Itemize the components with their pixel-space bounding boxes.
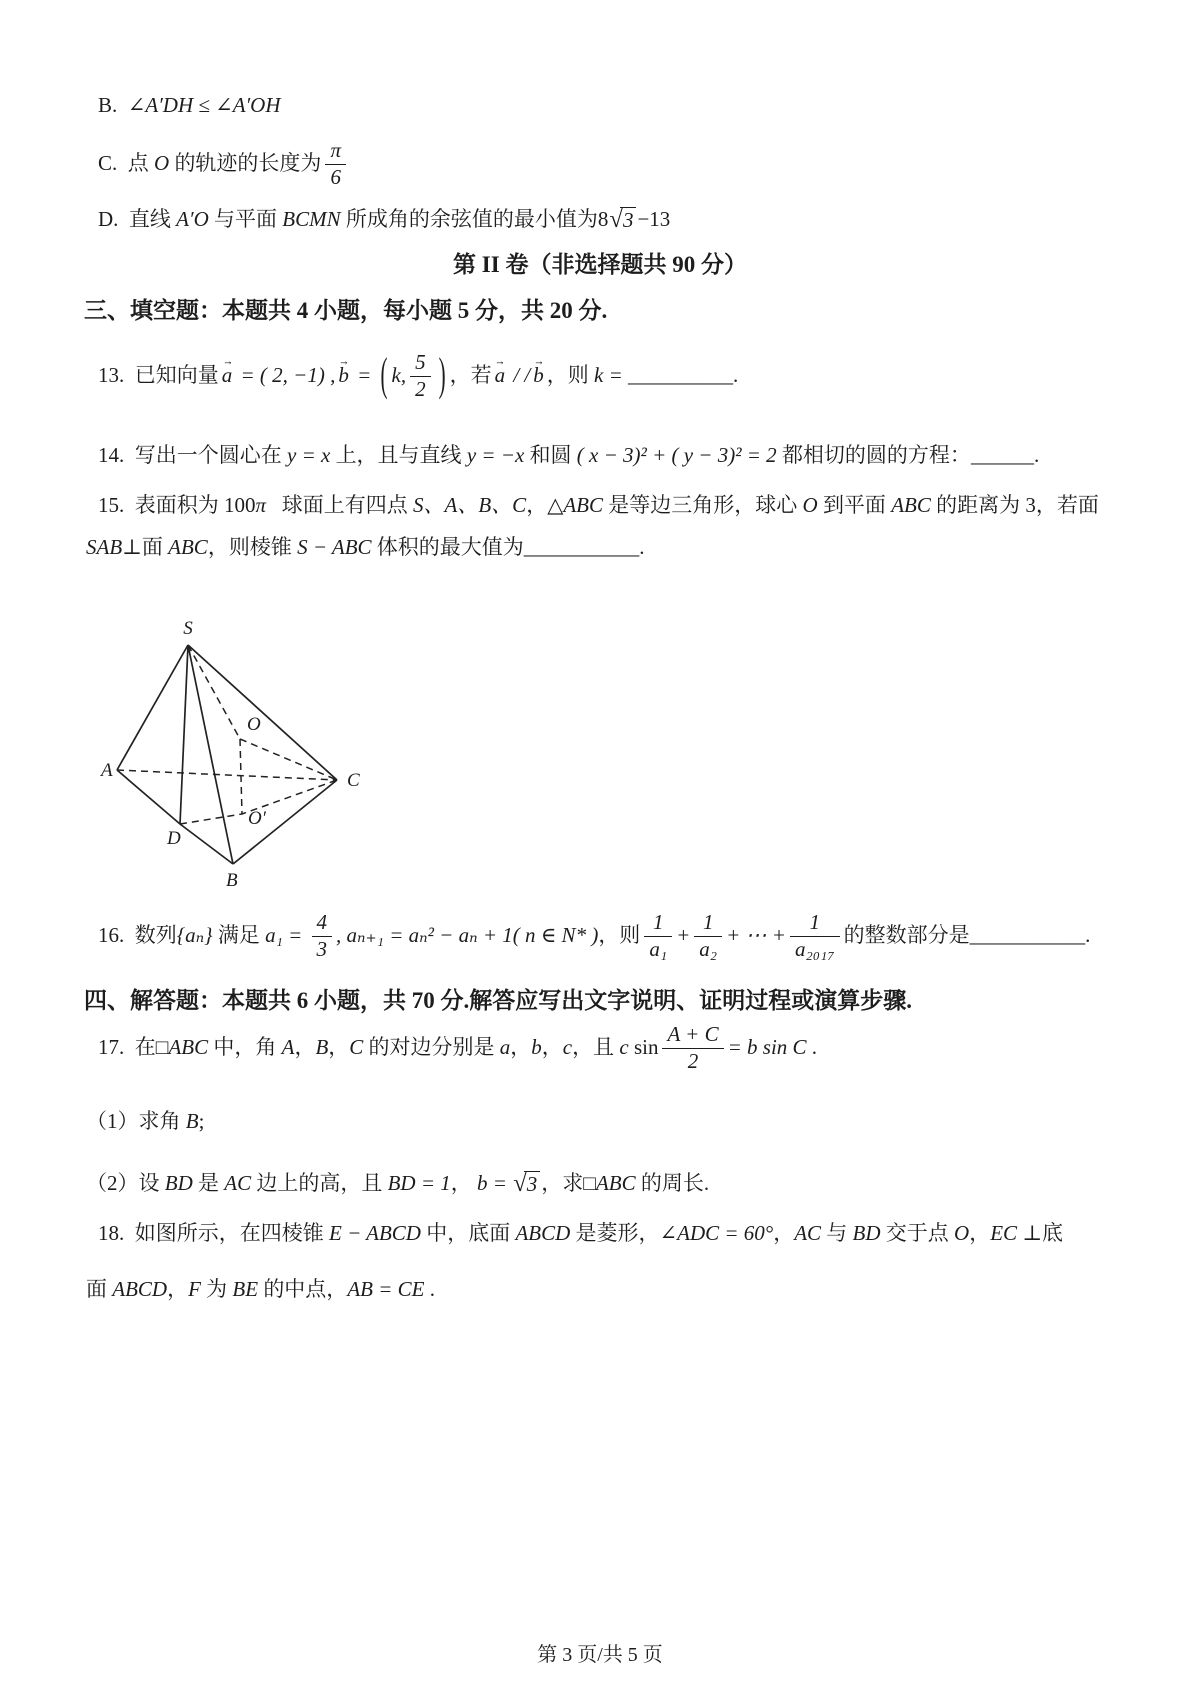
vector-letter: a — [494, 363, 506, 388]
fraction-numerator: 4 — [312, 910, 333, 937]
text-run: ABCD — [112, 1277, 168, 1301]
text-run: sin — [757, 1035, 793, 1060]
text-run: 四、解答题：本题共 6 小题，共 70 分.解答应写出文字说明、证明过程或演算步骤. — [84, 988, 912, 1013]
section3-heading — [84, 296, 607, 326]
text-run: ，则 — [598, 923, 641, 948]
vector-arrow-icon: → — [533, 353, 545, 368]
text-run: ABC — [168, 1035, 209, 1060]
text-run: ⊥底 — [1017, 1221, 1064, 1245]
text-run: AC — [794, 1221, 822, 1245]
text-run: ，若 — [449, 363, 492, 388]
text-run: ， — [328, 1035, 350, 1060]
text-run: 是等边三角形，球心 — [603, 493, 803, 517]
question-15-line-1 — [98, 492, 1099, 519]
text-run: ABC — [891, 493, 931, 517]
text-run: 的轨迹的长度为 — [169, 151, 322, 176]
text-run: 与平面 — [208, 207, 283, 232]
text-run: {aₙ} — [176, 923, 213, 948]
text-run: 已知向量 — [134, 363, 219, 388]
text-run: y = −x — [466, 443, 525, 468]
radical-sign: √ — [513, 1169, 527, 1197]
text-run: ABC — [595, 1171, 636, 1196]
fraction-denominator: 2 — [687, 1049, 699, 1073]
text-run: ，则 — [546, 363, 594, 388]
radicand: 3 — [524, 1171, 541, 1197]
text-run: B — [315, 1035, 329, 1060]
pyramid-dashed-edges — [117, 645, 337, 824]
text-run: 数列 — [134, 923, 177, 948]
text-run: c — [619, 1035, 629, 1060]
question-17-line — [98, 1012, 817, 1084]
text-run: ， — [294, 1035, 316, 1060]
fraction — [325, 138, 346, 190]
text-run: = — [727, 1035, 748, 1060]
text-run: ⊥面 — [122, 535, 169, 559]
vector — [221, 353, 234, 389]
text-run: 都相切的圆的方程： — [776, 443, 971, 468]
text-run: 满足 — [212, 923, 266, 948]
text-run: C. — [98, 151, 128, 176]
text-run: B — [185, 1109, 199, 1133]
text-run: 为 — [200, 1277, 233, 1301]
text-run: 三、填空题：本题共 4 小题，每小题 5 分，共 20 分. — [84, 298, 608, 323]
question-13-line — [98, 338, 738, 414]
text-run: E − ABCD — [329, 1221, 421, 1245]
label-A: A — [101, 760, 113, 781]
label-B: B — [226, 870, 238, 891]
fraction-numerator: 1 — [790, 910, 840, 937]
text-run: BD — [164, 1171, 193, 1196]
text-run: 到平面 — [817, 493, 892, 517]
text-run: b — [531, 1035, 542, 1060]
question-17-part1 — [86, 1108, 204, 1135]
text-run: ，求 — [541, 1171, 584, 1196]
text-run: ABC — [168, 535, 208, 559]
text-run: ， — [773, 1221, 795, 1245]
fraction — [312, 910, 333, 962]
pyramid-solid-edges — [117, 645, 337, 864]
text-run: ，则棱锥 — [207, 535, 298, 559]
text-run: ， — [167, 1277, 189, 1301]
text-run: AC — [224, 1171, 252, 1196]
radical — [513, 1171, 540, 1197]
text-run: c — [562, 1035, 573, 1060]
text-run: + — [676, 923, 691, 948]
text-run: 14. — [98, 443, 135, 468]
text-run: a — [499, 1035, 511, 1060]
text-run: 是菱形， — [570, 1221, 660, 1245]
vector-letter: a — [221, 363, 233, 388]
answer-blank: __________ — [628, 363, 733, 388]
fraction-denominator: 2 — [415, 377, 426, 401]
text-run: sin — [628, 1035, 659, 1060]
text-run: b — [747, 1035, 758, 1060]
text-run: 16. — [98, 923, 135, 948]
text-run: 的中点， — [258, 1277, 348, 1301]
fraction-numerator: A + C — [662, 1022, 723, 1049]
text-run: . — [733, 363, 739, 388]
text-run: 边上的高，且 — [251, 1171, 388, 1196]
text-run: □ — [583, 1171, 596, 1196]
text-run: 表面积为 100 — [134, 493, 256, 517]
text-run: 是 — [192, 1171, 225, 1196]
text-run: = ( 2, −1) , — [235, 363, 336, 388]
text-run: S、A、B、C — [413, 493, 527, 517]
text-run: AB = CE — [347, 1277, 425, 1301]
text-run: ， — [450, 1171, 478, 1196]
text-run: 面 — [86, 1277, 113, 1301]
text-run: □ — [155, 1035, 169, 1060]
radical-sign: √ — [609, 205, 623, 233]
text-run: . — [1085, 923, 1091, 948]
text-run: , aₙ₊₁ = aₙ² − aₙ + 1( n ∈ N* ) — [336, 923, 599, 948]
text-run: ; — [198, 1109, 205, 1133]
question-17-part2 — [86, 1158, 709, 1210]
text-run: 的整数部分是 — [843, 923, 970, 948]
text-run: BD = 1 — [387, 1171, 451, 1196]
text-run: A′O — [176, 207, 209, 232]
vector-letter: b — [533, 363, 544, 388]
label-C: C — [347, 770, 360, 791]
radical — [609, 207, 636, 233]
pyramid-figure — [95, 572, 385, 902]
text-run: F — [188, 1277, 201, 1301]
fraction-numerator: π — [325, 138, 346, 165]
text-run: ， — [969, 1221, 991, 1245]
fraction — [694, 910, 722, 962]
text-run: O — [954, 1221, 970, 1245]
text-run: △ABC — [547, 493, 604, 517]
text-run: ， — [510, 1035, 532, 1060]
text-run: ∠A′DH ≤ ∠A′OH — [127, 93, 281, 117]
part2-title — [0, 250, 1200, 280]
vector — [494, 353, 507, 389]
text-run: 与 — [821, 1221, 853, 1245]
text-run: . — [639, 535, 645, 559]
question-16-line — [98, 898, 1090, 974]
text-run: . — [806, 1035, 818, 1060]
text-run: （1）求角 — [86, 1109, 186, 1133]
text-run: 点 — [127, 151, 155, 176]
text-run: 所成角的余弦值的最小值为 — [340, 207, 598, 232]
answer-blank: ___________ — [523, 535, 640, 559]
page-footer: 第 3 页/共 5 页 — [537, 1644, 663, 1666]
text-run: k = — [594, 363, 628, 388]
vector-arrow-icon: → — [338, 353, 350, 368]
text-run: （2）设 — [86, 1171, 165, 1196]
fraction-numerator: 1 — [694, 910, 722, 937]
text-run: + ⋯ + — [726, 923, 786, 948]
text-run: 写出一个圆心在 — [134, 443, 287, 468]
text-run: ， — [541, 1035, 563, 1060]
fraction — [662, 1022, 723, 1074]
text-run: C — [792, 1035, 807, 1060]
fraction — [790, 910, 840, 962]
text-run: BD — [852, 1221, 881, 1245]
text-run: 在 — [134, 1035, 156, 1060]
text-run: 15. — [98, 493, 135, 517]
text-run: 和圆 — [524, 443, 577, 468]
fraction-denominator: a₂ — [699, 937, 718, 961]
text-run: 的距离为 3，若面 — [930, 493, 1099, 517]
text-run: k, — [391, 363, 407, 388]
fraction-denominator: 6 — [330, 165, 341, 189]
option-b-line — [98, 92, 281, 119]
text-run: 8 — [597, 207, 609, 232]
vector-arrow-icon: → — [495, 353, 506, 368]
text-run: ∠ADC = 60° — [659, 1221, 774, 1245]
text-run: BE — [232, 1277, 259, 1301]
vector-letter: b — [338, 363, 349, 388]
text-run: 交于点 — [880, 1221, 955, 1245]
option-c-line — [98, 132, 350, 196]
answer-blank: ______ — [970, 443, 1034, 468]
text-run: / / — [508, 363, 531, 388]
vector-arrow-icon: → — [222, 353, 233, 368]
option-d-line — [98, 198, 670, 242]
text-run: EC — [990, 1221, 1018, 1245]
text-run: O — [154, 151, 170, 176]
text-run: a₁ = — [265, 923, 308, 948]
label-O: O — [247, 714, 261, 735]
text-run: S − ABC — [297, 535, 372, 559]
text-run: 直线 — [128, 207, 177, 232]
fraction-denominator: a₂₀₁₇ — [794, 937, 835, 961]
text-run: . — [424, 1277, 435, 1301]
text-run: 18. — [98, 1221, 135, 1245]
radicand: 3 — [620, 207, 637, 233]
question-15-line-2 — [86, 534, 645, 561]
text-run: 13. — [98, 363, 135, 388]
label-S: S — [183, 618, 193, 639]
fraction-numerator: 5 — [410, 350, 431, 377]
text-run: . — [1033, 443, 1040, 468]
text-run: 的对边分别是 — [363, 1035, 500, 1060]
text-run: 如图所示，在四棱锥 — [134, 1221, 329, 1245]
text-run: ( x − 3)² + ( y − 3)² = 2 — [576, 443, 777, 468]
fraction-denominator: 3 — [316, 937, 328, 961]
question-14-line — [98, 434, 1039, 478]
fraction-denominator: a₁ — [649, 937, 668, 961]
label-O-prime: O′ — [248, 808, 266, 829]
text-run: = — [351, 363, 377, 388]
text-run: SAB — [86, 535, 123, 559]
text-run: A — [281, 1035, 295, 1060]
text-run: 中，角 — [208, 1035, 282, 1060]
big-paren: ) — [438, 348, 446, 401]
text-run: BCMN — [282, 207, 341, 232]
text-run: ，且 — [572, 1035, 620, 1060]
text-run: 体积的最大值为 — [371, 535, 524, 559]
text-run: π — [255, 493, 267, 517]
question-18-line-2 — [86, 1276, 435, 1303]
big-paren: ( — [380, 348, 388, 401]
text-run: 第 II 卷（非选择题共 90 分） — [453, 252, 747, 277]
text-run: 中，底面 — [420, 1221, 516, 1245]
text-run: ， — [526, 493, 548, 517]
text-run: 的周长. — [635, 1171, 710, 1196]
text-run: 球面上有四点 — [266, 493, 414, 517]
vector — [337, 353, 350, 389]
text-run: B. — [98, 93, 128, 117]
label-D: D — [167, 828, 181, 849]
fraction-numerator: 1 — [644, 910, 672, 937]
text-run: 上，且与直线 — [330, 443, 467, 468]
vector — [532, 353, 545, 389]
text-run: O — [802, 493, 818, 517]
fraction — [644, 910, 672, 962]
text-run: −13 — [637, 207, 671, 232]
text-run: b = — [477, 1171, 513, 1196]
question-18-line-1 — [98, 1220, 1063, 1247]
text-run: ABCD — [515, 1221, 571, 1245]
fraction — [410, 350, 431, 402]
text-run: y = x — [287, 443, 331, 468]
text-run: C — [349, 1035, 364, 1060]
answer-blank: ___________ — [969, 923, 1086, 948]
text-run: 17. — [98, 1035, 135, 1060]
text-run: D. — [98, 207, 129, 232]
